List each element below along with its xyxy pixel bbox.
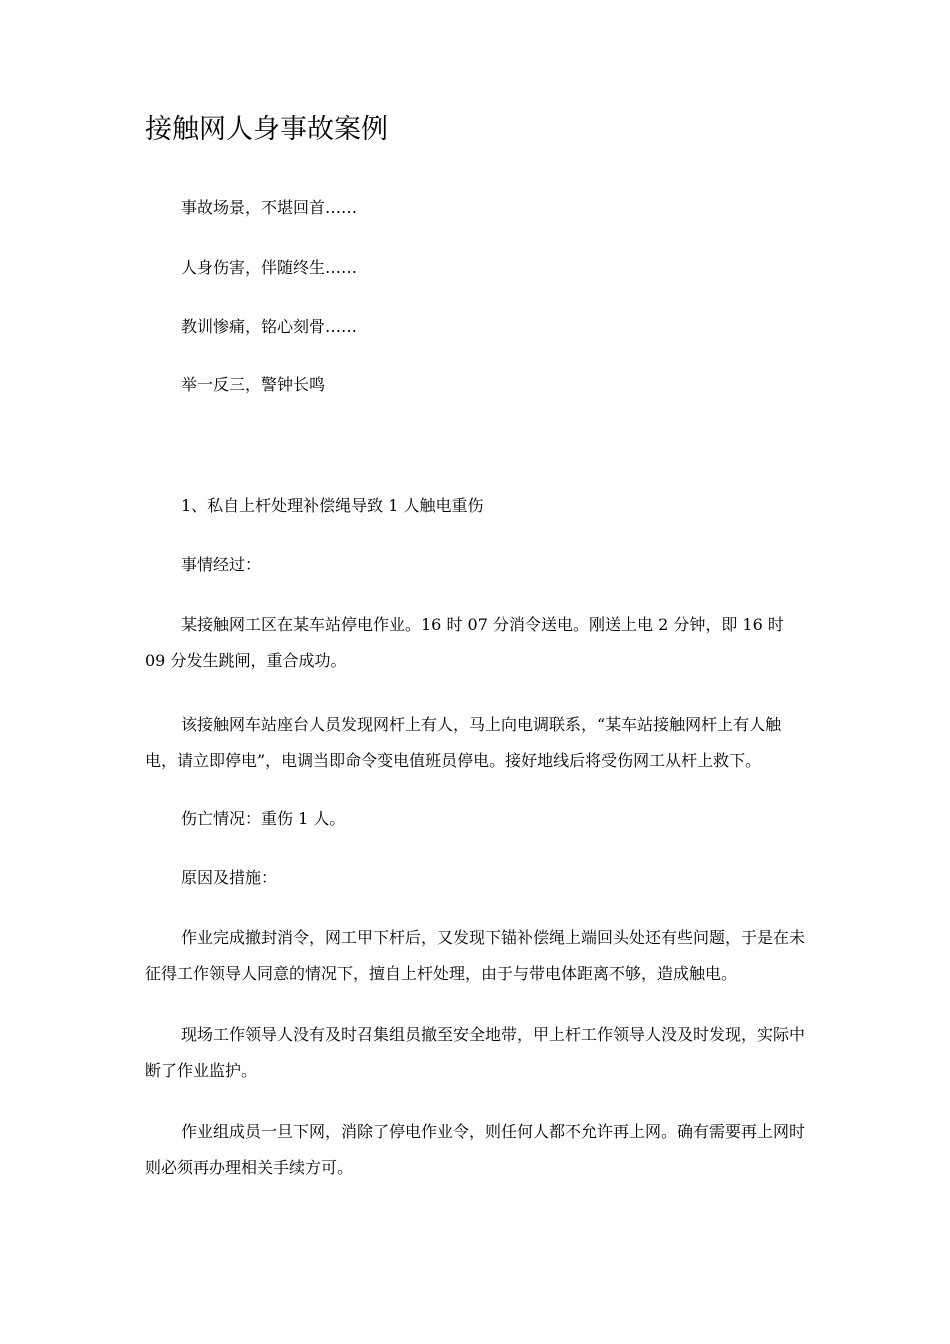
cause-paragraph-3: 作业组成员一旦下网，消除了停电作业令，则任何人都不允许再上网。确有需要再上网时则必须再办理相关手续方可。 [145,1122,806,1177]
cause-paragraph-1: 作业完成撤封消令，网工甲下杆后，又发现下锚补偿绳上端回头处还有些问题，于是在未征得工作领导人同意的情况下，擅自上杆处理，由于与带电体距离不够，造成触电。 [145,928,806,983]
process-label: 事情经过： [181,555,262,574]
intro-line-4: 举一反三，警钟长鸣 [181,375,326,394]
intro-line-3: 教训惨痛，铭心刻骨…… [181,317,358,336]
case-heading: 1、私自上杆处理补偿绳导致 1 人触电重伤 [181,496,484,515]
casualty-text: 伤亡情况：重伤 1 人。 [181,809,346,828]
cause-paragraph-2: 现场工作领导人没有及时召集组员撤至安全地带，甲上杆工作领导人没及时发现，实际中断了作业监护。 [145,1025,806,1080]
intro-line-1: 事故场景，不堪回首…… [181,198,358,217]
cause-label: 原因及措施： [181,868,278,887]
process-paragraph-1: 某接触网工区在某车站停电作业。16 时 07 分消令送电。刚送上电 2 分钟，即 16 时 09 分发生跳闸，重合成功。 [145,615,784,670]
process-paragraph-2: 该接触网车站座台人员发现网杆上有人，马上向电调联系，“某车站接触网杆上有人触电，请立即停电”，电调当即命令变电值班员停电。接好地线后将受伤网工从杆上救下。 [145,715,782,770]
document-title: 接触网人身事故案例 [145,114,388,145]
intro-line-2: 人身伤害，伴随终生…… [181,258,358,277]
